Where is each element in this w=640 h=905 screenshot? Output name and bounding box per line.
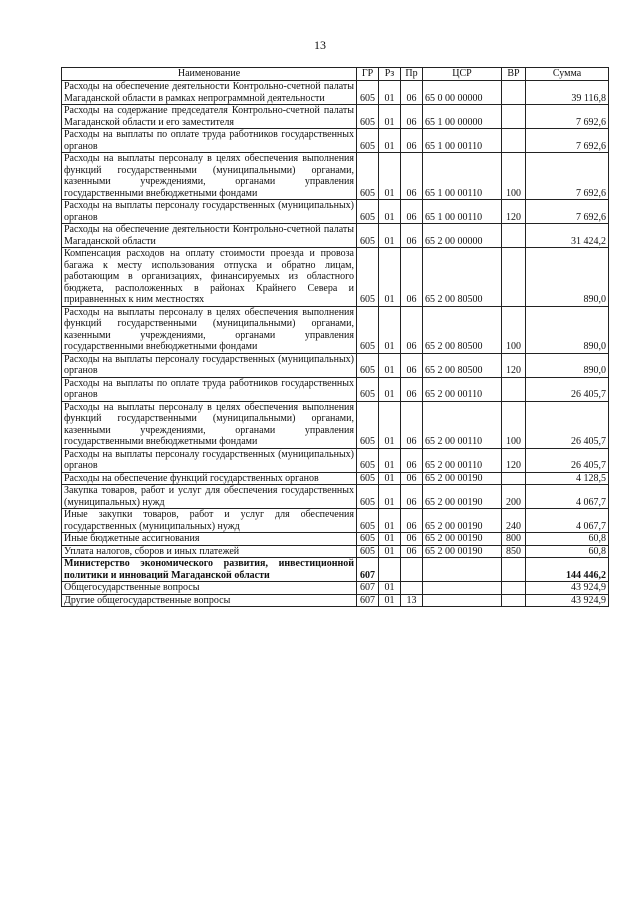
cell-vr: 100 bbox=[502, 153, 526, 200]
cell-vr bbox=[502, 472, 526, 485]
cell-csr: 65 2 00 00110 bbox=[423, 401, 502, 448]
cell-gr: 605 bbox=[357, 153, 379, 200]
table-row bbox=[62, 377, 609, 401]
cell-rz: 01 bbox=[379, 448, 401, 472]
table-header-row bbox=[62, 68, 609, 81]
header-csr: ЦСР bbox=[423, 68, 502, 81]
cell-sum: 4 067,7 bbox=[526, 485, 609, 509]
cell-pr: 06 bbox=[401, 509, 423, 533]
cell-gr: 605 bbox=[357, 129, 379, 153]
cell-sum: 4 067,7 bbox=[526, 509, 609, 533]
cell-pr: 06 bbox=[401, 200, 423, 224]
cell-sum: 31 424,2 bbox=[526, 224, 609, 248]
cell-name: Расходы на выплаты по оплате труда работников государственных органов bbox=[62, 129, 357, 153]
table-row bbox=[62, 582, 609, 595]
cell-gr: 605 bbox=[357, 509, 379, 533]
cell-vr bbox=[502, 105, 526, 129]
cell-vr: 850 bbox=[502, 545, 526, 558]
table-row bbox=[62, 353, 609, 377]
cell-pr: 06 bbox=[401, 353, 423, 377]
cell-vr bbox=[502, 248, 526, 307]
cell-vr bbox=[502, 129, 526, 153]
cell-sum: 7 692,6 bbox=[526, 105, 609, 129]
header-pr: Пр bbox=[401, 68, 423, 81]
table-row bbox=[62, 485, 609, 509]
table-row bbox=[62, 153, 609, 200]
cell-csr: 65 2 00 80500 bbox=[423, 353, 502, 377]
cell-name: Расходы на выплаты по оплате труда работников государственных органов bbox=[62, 377, 357, 401]
table-body bbox=[62, 81, 609, 607]
cell-csr bbox=[423, 594, 502, 607]
cell-name: Общегосударственные вопросы bbox=[62, 582, 357, 595]
cell-csr bbox=[423, 582, 502, 595]
cell-vr: 200 bbox=[502, 485, 526, 509]
cell-vr bbox=[502, 558, 526, 582]
cell-csr: 65 1 00 00110 bbox=[423, 200, 502, 224]
cell-rz: 01 bbox=[379, 248, 401, 307]
cell-csr: 65 2 00 00190 bbox=[423, 545, 502, 558]
cell-rz: 01 bbox=[379, 306, 401, 353]
cell-name: Иные бюджетные ассигнования bbox=[62, 533, 357, 546]
cell-pr: 13 bbox=[401, 594, 423, 607]
cell-name: Расходы на выплаты персоналу в целях обеспечения выполнения функций государственными (муниципальными) органами, казенными учреждениями, органами управления государственными внебюджетными фондами bbox=[62, 153, 357, 200]
cell-rz: 01 bbox=[379, 153, 401, 200]
cell-sum: 890,0 bbox=[526, 306, 609, 353]
table-row bbox=[62, 200, 609, 224]
cell-sum: 39 116,8 bbox=[526, 81, 609, 105]
cell-sum: 43 924,9 bbox=[526, 594, 609, 607]
cell-name: Компенсация расходов на оплату стоимости проезда и провоза багажа к месту использования отпуска и обратно лицам, работающим в организациях, финансируемых из областного бюджета, расположенных в районах Крайнего Севера и приравненных к ним местностях bbox=[62, 248, 357, 307]
cell-sum: 890,0 bbox=[526, 248, 609, 307]
cell-vr: 800 bbox=[502, 533, 526, 546]
budget-table bbox=[61, 67, 609, 607]
cell-name: Расходы на обеспечение деятельности Контрольно-счетной палаты Магаданской области в рамках непрограммной деятельности bbox=[62, 81, 357, 105]
cell-rz: 01 bbox=[379, 472, 401, 485]
cell-name: Другие общегосударственные вопросы bbox=[62, 594, 357, 607]
cell-rz: 01 bbox=[379, 545, 401, 558]
cell-sum: 7 692,6 bbox=[526, 129, 609, 153]
cell-rz: 01 bbox=[379, 81, 401, 105]
cell-sum: 26 405,7 bbox=[526, 401, 609, 448]
cell-csr: 65 0 00 00000 bbox=[423, 81, 502, 105]
cell-name: Расходы на выплаты персоналу государственных (муниципальных) органов bbox=[62, 448, 357, 472]
table-row bbox=[62, 509, 609, 533]
cell-name: Министерство экономического развития, инвестиционной политики и инноваций Магаданской области bbox=[62, 558, 357, 582]
cell-pr: 06 bbox=[401, 153, 423, 200]
cell-pr: 06 bbox=[401, 472, 423, 485]
cell-pr: 06 bbox=[401, 306, 423, 353]
cell-csr: 65 2 00 00190 bbox=[423, 509, 502, 533]
cell-pr: 06 bbox=[401, 545, 423, 558]
cell-vr bbox=[502, 582, 526, 595]
header-sum: Сумма bbox=[526, 68, 609, 81]
cell-csr bbox=[423, 558, 502, 582]
cell-rz: 01 bbox=[379, 377, 401, 401]
table-row bbox=[62, 448, 609, 472]
table-row bbox=[62, 81, 609, 105]
cell-gr: 605 bbox=[357, 200, 379, 224]
cell-sum: 7 692,6 bbox=[526, 200, 609, 224]
cell-csr: 65 1 00 00000 bbox=[423, 105, 502, 129]
cell-vr: 120 bbox=[502, 353, 526, 377]
cell-sum: 26 405,7 bbox=[526, 448, 609, 472]
cell-sum: 4 128,5 bbox=[526, 472, 609, 485]
cell-pr bbox=[401, 558, 423, 582]
cell-pr: 06 bbox=[401, 485, 423, 509]
cell-vr: 120 bbox=[502, 448, 526, 472]
table-row bbox=[62, 105, 609, 129]
table-row bbox=[62, 224, 609, 248]
cell-rz: 01 bbox=[379, 105, 401, 129]
cell-csr: 65 2 00 00190 bbox=[423, 485, 502, 509]
cell-csr: 65 2 00 80500 bbox=[423, 248, 502, 307]
table-row bbox=[62, 533, 609, 546]
cell-gr: 605 bbox=[357, 448, 379, 472]
cell-vr: 100 bbox=[502, 401, 526, 448]
cell-rz: 01 bbox=[379, 224, 401, 248]
cell-gr: 605 bbox=[357, 533, 379, 546]
cell-vr bbox=[502, 377, 526, 401]
cell-gr: 605 bbox=[357, 545, 379, 558]
cell-csr: 65 2 00 00110 bbox=[423, 377, 502, 401]
cell-sum: 7 692,6 bbox=[526, 153, 609, 200]
cell-pr: 06 bbox=[401, 401, 423, 448]
cell-sum: 144 446,2 bbox=[526, 558, 609, 582]
cell-gr: 605 bbox=[357, 401, 379, 448]
cell-pr: 06 bbox=[401, 224, 423, 248]
table-row bbox=[62, 594, 609, 607]
cell-name: Расходы на обеспечение деятельности Контрольно-счетной палаты Магаданской области bbox=[62, 224, 357, 248]
cell-sum: 43 924,9 bbox=[526, 582, 609, 595]
cell-name: Расходы на выплаты персоналу государственных (муниципальных) органов bbox=[62, 353, 357, 377]
cell-rz: 01 bbox=[379, 533, 401, 546]
cell-csr: 65 1 00 00110 bbox=[423, 129, 502, 153]
cell-rz: 01 bbox=[379, 129, 401, 153]
cell-csr: 65 1 00 00110 bbox=[423, 153, 502, 200]
cell-pr: 06 bbox=[401, 129, 423, 153]
table-row bbox=[62, 545, 609, 558]
cell-rz: 01 bbox=[379, 582, 401, 595]
cell-sum: 60,8 bbox=[526, 533, 609, 546]
cell-gr: 605 bbox=[357, 353, 379, 377]
table-row bbox=[62, 401, 609, 448]
header-rz: Рз bbox=[379, 68, 401, 81]
cell-gr: 605 bbox=[357, 485, 379, 509]
cell-gr: 605 bbox=[357, 105, 379, 129]
cell-gr: 605 bbox=[357, 306, 379, 353]
header-gr: ГР bbox=[357, 68, 379, 81]
cell-csr: 65 2 00 00190 bbox=[423, 472, 502, 485]
table-row bbox=[62, 129, 609, 153]
cell-rz bbox=[379, 558, 401, 582]
cell-pr: 06 bbox=[401, 448, 423, 472]
cell-gr: 605 bbox=[357, 224, 379, 248]
cell-pr: 06 bbox=[401, 105, 423, 129]
cell-vr bbox=[502, 224, 526, 248]
cell-gr: 605 bbox=[357, 377, 379, 401]
cell-sum: 26 405,7 bbox=[526, 377, 609, 401]
cell-rz: 01 bbox=[379, 401, 401, 448]
cell-pr bbox=[401, 582, 423, 595]
cell-csr: 65 2 00 00190 bbox=[423, 533, 502, 546]
cell-rz: 01 bbox=[379, 485, 401, 509]
cell-vr: 240 bbox=[502, 509, 526, 533]
cell-name: Расходы на обеспечение функций государственных органов bbox=[62, 472, 357, 485]
cell-name: Уплата налогов, сборов и иных платежей bbox=[62, 545, 357, 558]
cell-name: Расходы на выплаты персоналу в целях обеспечения выполнения функций государственными (муниципальными) органами, казенными учреждениями, органами управления государственными внебюджетными фондами bbox=[62, 401, 357, 448]
cell-name: Иные закупки товаров, работ и услуг для обеспечения государственных (муниципальных) нужд bbox=[62, 509, 357, 533]
cell-pr: 06 bbox=[401, 248, 423, 307]
cell-gr: 607 bbox=[357, 582, 379, 595]
cell-pr: 06 bbox=[401, 377, 423, 401]
header-name: Наименование bbox=[62, 68, 357, 81]
cell-rz: 01 bbox=[379, 509, 401, 533]
table-row bbox=[62, 558, 609, 582]
cell-rz: 01 bbox=[379, 200, 401, 224]
cell-gr: 605 bbox=[357, 248, 379, 307]
cell-vr bbox=[502, 594, 526, 607]
cell-name: Расходы на выплаты персоналу государственных (муниципальных) органов bbox=[62, 200, 357, 224]
table-row bbox=[62, 306, 609, 353]
cell-gr: 605 bbox=[357, 472, 379, 485]
cell-name: Закупка товаров, работ и услуг для обеспечения государственных (муниципальных) нужд bbox=[62, 485, 357, 509]
header-vr: ВР bbox=[502, 68, 526, 81]
cell-name: Расходы на выплаты персоналу в целях обеспечения выполнения функций государственными (муниципальными) органами, казенными учреждениями, органами управления государственными внебюджетными фондами bbox=[62, 306, 357, 353]
cell-csr: 65 2 00 80500 bbox=[423, 306, 502, 353]
cell-pr: 06 bbox=[401, 81, 423, 105]
cell-gr: 605 bbox=[357, 81, 379, 105]
table-row bbox=[62, 248, 609, 307]
cell-vr bbox=[502, 81, 526, 105]
cell-sum: 60,8 bbox=[526, 545, 609, 558]
cell-gr: 607 bbox=[357, 558, 379, 582]
cell-gr: 607 bbox=[357, 594, 379, 607]
cell-rz: 01 bbox=[379, 594, 401, 607]
cell-rz: 01 bbox=[379, 353, 401, 377]
cell-sum: 890,0 bbox=[526, 353, 609, 377]
table-row bbox=[62, 472, 609, 485]
cell-pr: 06 bbox=[401, 533, 423, 546]
page-number: 13 bbox=[314, 38, 326, 52]
cell-vr: 120 bbox=[502, 200, 526, 224]
cell-vr: 100 bbox=[502, 306, 526, 353]
cell-csr: 65 2 00 00110 bbox=[423, 448, 502, 472]
cell-name: Расходы на содержание председателя Контрольно-счетной палаты Магаданской области и его заместителя bbox=[62, 105, 357, 129]
cell-csr: 65 2 00 00000 bbox=[423, 224, 502, 248]
